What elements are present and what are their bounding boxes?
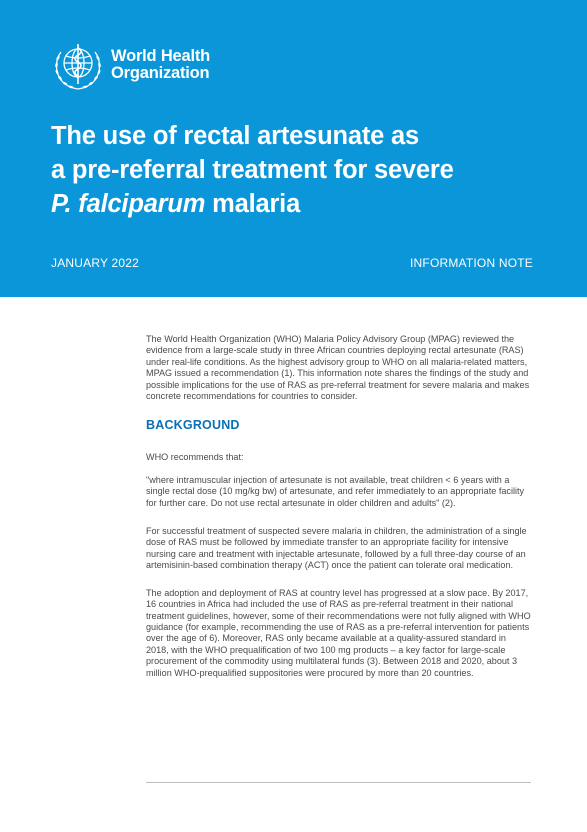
organization-name (111, 48, 210, 82)
header-banner (0, 0, 587, 297)
publication-date: JANUARY 2022 (51, 256, 140, 270)
title-line-3 (51, 187, 551, 221)
body-paragraph-1: For successful treatment of suspected severe malaria in children, the administration of a single dose of RAS must be followed by immediate transfer to an appropriate facility for intensive nursing care and treatment with injectable artesunate, followed by a full three-day course of an artemisinin-based combination therapy (ACT) once the patient can tolerate oral medication. (146, 526, 527, 571)
footer-divider (146, 782, 531, 783)
document-body (146, 334, 531, 695)
section-heading-background: BACKGROUND (146, 418, 240, 433)
organization-name-line2: Organization (111, 64, 210, 82)
species-name: P. falciparum (51, 190, 206, 218)
title-line-3-rest: malaria (205, 190, 301, 218)
organization-name-line1: World Health (111, 47, 211, 65)
who-emblem-icon (51, 38, 105, 92)
intro-paragraph: The World Health Organization (WHO) Malaria Policy Advisory Group (MPAG) reviewed the evidence from a large-scale study in three African countries deploying rectal artesunate (RAS) under real-life conditions. As the highest advisory group to WHO on all malaria-related matters, MPAG issued a recommendation (1). This information note shares the findings of the study and possible implications for the use of RAS as pre-referral treatment for severe malaria and makes concrete recommendations for countries to consider. (146, 334, 530, 402)
title-line-2: a pre-referral treatment for severe (51, 156, 454, 184)
recommendation-quote: "where intramuscular injection of artesunate is not available, treat children < 6 years with a single rectal dose (10 mg/kg bw) of artesunate, and refer immediately to an appropriate facility for further care. Do not use rectal artesunate in older children and adults" (2). (146, 474, 525, 508)
title-line-1: The use of rectal artesunate as (51, 122, 419, 150)
who-logo[interactable] (51, 38, 210, 92)
recommendation-lead: WHO recommends that: (146, 452, 244, 463)
body-paragraph-2: The adoption and deployment of RAS at country level has progressed at a slow pace. By 2017, 16 countries in Africa had included the use of RAS as pre-referral treatment in their national treatment guidelines, however, some of their recommendations were not fully aligned with WHO guidance (for example, recommending the use of RAS as a pre-referral intervention for patients over the age of 6). Moreover, RAS only became available at a quality-assured standard in 2018, with the WHO prequalification of two 100 mg products – a key factor for large-scale procurement of the commodity using multilateral funds (3). Between 2018 and 2020, about 3 million WHO-prequalified suppositories were procured by more than 20 countries. (146, 587, 531, 678)
document-title (51, 119, 551, 221)
document-type: INFORMATION NOTE (410, 256, 533, 270)
